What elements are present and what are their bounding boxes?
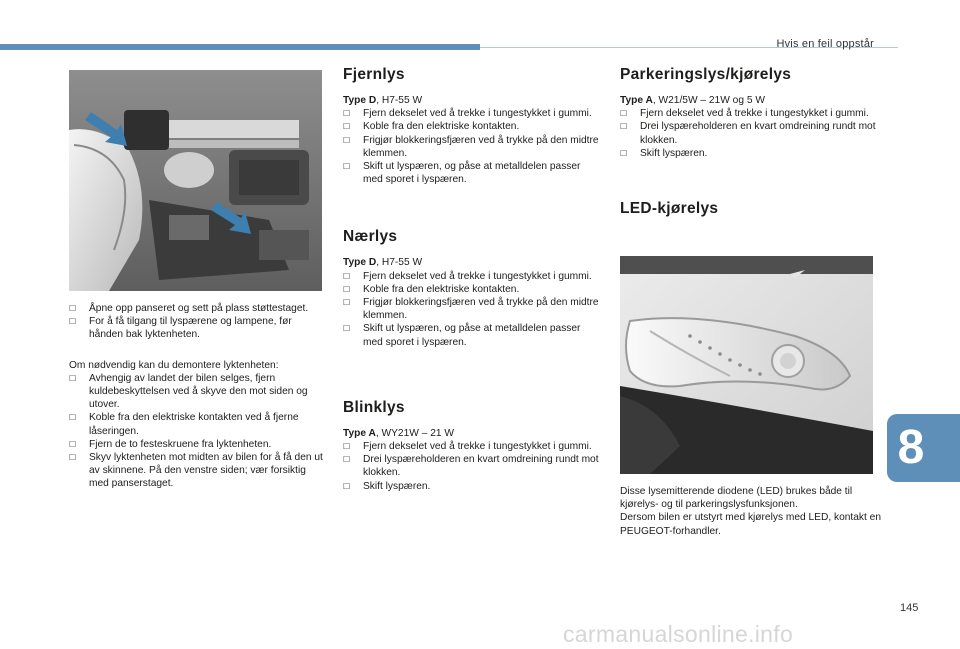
chapter-tab [887, 414, 960, 482]
section-title: Hvis en feil oppstår [776, 38, 874, 50]
list-item: ☐ Drei lyspæreholderen en kvart omdreining rundt mot klokken. [343, 453, 601, 479]
list-item: ☐ Skift ut lyspæren, og påse at metalldelen passer med sporet i lyspæren. [343, 160, 601, 186]
list-item: ☐ Fjern dekselet ved å trekke i tungestykket i gummi. [620, 107, 878, 120]
list-item: ☐ Fjern dekselet ved å trekke i tungestykket i gummi. [343, 107, 601, 120]
bulb-type [620, 94, 878, 107]
section-heading: Blinklys [343, 398, 405, 416]
bulb-spec: , W21/5W – 21W og 5 W [652, 95, 765, 106]
bulb-type-label: Type D [343, 257, 377, 269]
chapter-number: 8 [897, 421, 925, 474]
bulb-spec: , WY21W – 21 W [375, 427, 454, 439]
list-item: ☐ Koble fra den elektriske kontakten. [343, 120, 601, 133]
section-heading: Nærlys [343, 228, 398, 246]
list-item: ☐ Skift lyspæren. [620, 147, 878, 160]
list-item: ☐ Skift lyspæren. [343, 480, 601, 493]
fjernlys-steps [343, 107, 601, 186]
header-accent-bar [0, 44, 480, 50]
bulb-type-label: Type A [620, 95, 653, 106]
list-item: ☐ Fjern dekselet ved å trekke i tungestykket i gummi. [343, 270, 601, 283]
section-heading: LED-kjørelys [620, 200, 719, 218]
parkering-section [620, 66, 878, 160]
bulb-type-label: Type A [343, 427, 376, 439]
list-item: ☐ For å få tilgang til lyspærene og lampene, før hånden bak lyktenheten. [69, 315, 327, 341]
list-item: ☐ Drei lyspæreholderen en kvart omdreining rundt mot klokken. [620, 120, 878, 146]
naerlys-section [343, 228, 601, 348]
list-item: ☐ Skift ut lyspæren, og påse at metalldelen passer med sporet i lyspæren. [343, 322, 601, 348]
page-number: 145 [900, 602, 919, 614]
list-item: ☐ Avhengig av landet der bilen selges, fjern kuldebeskyttelsen ved å skyve den mot siden og utover. [69, 372, 327, 412]
parkering-steps [620, 107, 878, 160]
bulb-type-label: Type D [343, 95, 377, 106]
section-heading: Parkeringslys/kjørelys [620, 66, 792, 83]
list-item: ☐ Koble fra den elektriske kontakten. [343, 283, 601, 296]
fjernlys-section [343, 66, 601, 186]
led-headlamp-photo [620, 256, 873, 474]
list-item: ☐ Åpne opp panseret og sett på plass støttestaget. [69, 302, 327, 315]
list-item: ☐ Fjern de to festeskruene fra lyktenheten. [69, 438, 327, 451]
list-item: ☐ Frigjør blokkeringsfjæren ved å trykke på den midtre klemmen. [343, 134, 601, 160]
left-column [69, 302, 327, 491]
list-item: ☐ Koble fra den elektriske kontakten ved å fjerne låseringen. [69, 411, 327, 437]
bulb-spec: , H7-55 W [376, 257, 423, 269]
engine-bay-photo [69, 70, 322, 291]
blinklys-section [343, 399, 601, 493]
list-item: ☐ Frigjør blokkeringsfjæren ved å trykke på den midtre klemmen. [343, 296, 601, 322]
watermark: carmanualsonline.info [563, 621, 794, 647]
naerlys-steps [343, 270, 601, 349]
right-column [620, 66, 878, 218]
removal-steps [69, 372, 327, 491]
led-description [620, 485, 882, 538]
bulb-spec: , H7-55 W [376, 95, 423, 106]
blinklys-steps [343, 440, 601, 493]
list-item: ☐ Skyv lyktenheten mot midten av bilen for å få den ut av skinnene. På den venstre siden; vær forsiktig med panserstaget. [69, 451, 327, 491]
middle-column [343, 66, 601, 493]
led-section [620, 200, 878, 218]
removal-intro: Om nødvendig kan du demontere lyktenheten: [69, 359, 279, 371]
bulb-type [343, 427, 601, 440]
bulb-type [343, 94, 601, 107]
intro-steps [69, 302, 327, 342]
led-text-2: Dersom bilen er utstyrt med kjørelys med LED, kontakt en PEUGEOT-forhandler. [620, 512, 882, 537]
list-item: ☐ Fjern dekselet ved å trekke i tungestykket i gummi. [343, 440, 601, 453]
bulb-type [343, 256, 601, 269]
led-text-1: Disse lysemitterende diodene (LED) brukes både til kjørelys- og til parkeringslysfunksjonen. [620, 486, 853, 511]
section-heading: Fjernlys [343, 66, 405, 83]
